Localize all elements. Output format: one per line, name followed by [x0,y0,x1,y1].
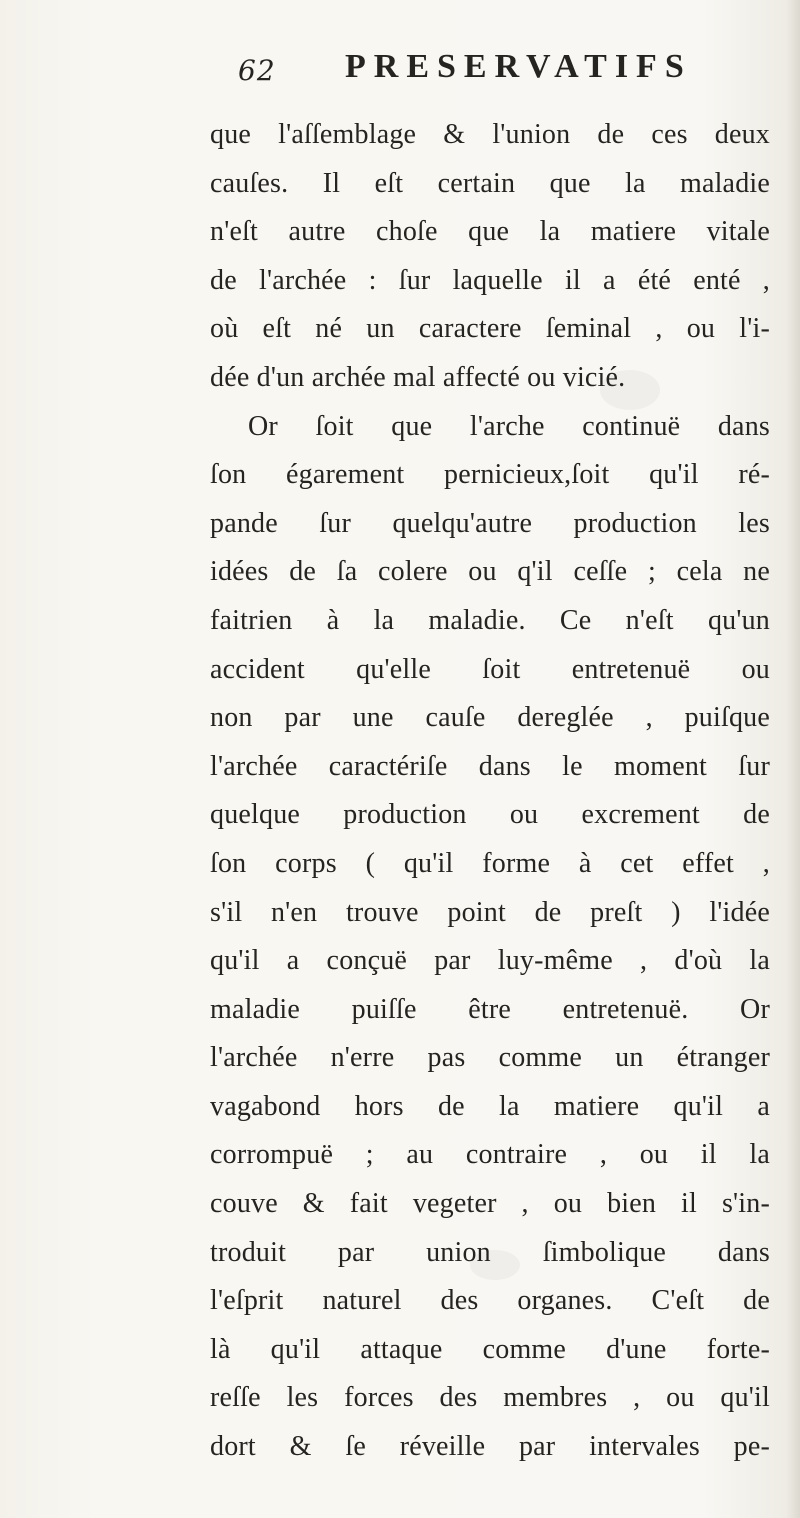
text-line: l'archée caractériſe dans le moment ſur [210,750,770,782]
text-line: non par une cauſe dereglée , puiſque [210,702,770,734]
text-line: cauſes. Il eſt certain que la maladie [210,167,770,199]
text-line: corrompuë ; au contraire , ou il la [210,1139,770,1171]
text-line: quelque production ou excrement de [210,799,770,831]
page-edge-shadow [786,0,800,1518]
text-line: n'eſt autre choſe que la matiere vitale [210,216,770,248]
text-line: reſſe les forces des membres , ou qu'il [210,1382,770,1414]
text-line: accident qu'elle ſoit entretenuë ou [210,653,770,685]
text-line: de l'archée : ſur laquelle il a été enté , [210,264,770,296]
text-line: l'archée n'erre pas comme un étranger [210,1042,770,1074]
body-text [210,111,770,1472]
text-line: où eſt né un caractere ſeminal , ou l'i- [210,313,770,345]
text-line: maladie puiſſe être entretenuë. Or [210,993,770,1025]
text-line: ſon corps ( qu'il forme à cet effet , [210,847,770,879]
text-line: faitrien à la maladie. Ce n'eſt qu'un [210,604,770,636]
text-line: idées de ſa colere ou q'il ceſſe ; cela ne [210,556,770,588]
text-line: pande ſur quelqu'autre production les [210,507,770,539]
text-line: ſon égarement pernicieux,ſoit qu'il ré- [210,459,770,491]
text-line: là qu'il attaque comme d'une forte- [210,1333,770,1365]
text-line: que l'aſſemblage & l'union de ces deux [210,119,770,150]
page-header [238,48,738,94]
text-line: s'il n'en trouve point de preſt ) l'idée [210,896,770,928]
text-line: qu'il a conçuë par luy-même , d'où la [210,945,770,977]
text-line: couve & fait vegeter , ou bien il s'in- [210,1188,770,1220]
text-line: Or ſoit que l'arche continuë dans [248,410,770,442]
text-line: vagabond hors de la matiere qu'il a [210,1090,770,1122]
text-line: l'eſprit naturel des organes. C'eſt de [210,1285,770,1317]
text-line: troduit par union ſimbolique dans [210,1236,770,1268]
text-line: dée d'un archée mal affecté ou vicié. [210,361,626,393]
running-title: PRESERVATIFS [345,48,692,85]
page-number: 62 [238,54,276,87]
text-line: dort & ſe réveille par intervales pe- [210,1431,770,1463]
